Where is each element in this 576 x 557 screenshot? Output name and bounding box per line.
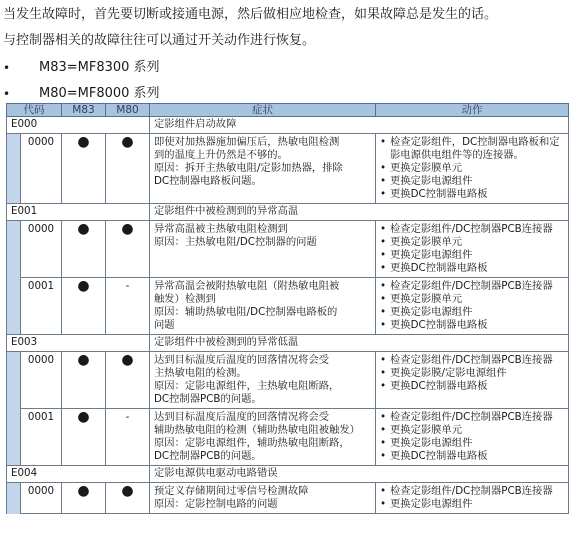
action-item: • 检查定影组件/DC控制器PCB连接器 xyxy=(380,280,564,293)
indent-cell xyxy=(7,483,21,514)
symptom-cell xyxy=(150,483,376,514)
action-item: • 更换定影电源组件 xyxy=(380,437,564,450)
m83-mark: ● xyxy=(62,134,106,204)
action-item: • 更换定影电源组件 xyxy=(380,306,564,319)
m80-mark: ● xyxy=(106,483,150,514)
symptom-line: 到的温度上升仍然是不够的。 xyxy=(154,149,288,161)
sub-code: 0000 xyxy=(21,134,62,204)
fault-group-row xyxy=(7,117,569,134)
table-body xyxy=(7,117,569,514)
action-item: • 更换DC控制器电路板 xyxy=(380,188,564,201)
header-m80: M80 xyxy=(106,104,150,117)
symptom-line: 达到目标温度后温度的回落情况将会受 xyxy=(154,354,330,366)
m80-mark: ● xyxy=(106,221,150,278)
action-item: • 更换DC控制器电路板 xyxy=(380,319,564,332)
symptom-line: 即使对加热器施加偏压后，热敏电阻检测 xyxy=(154,136,340,148)
m80-mark: - xyxy=(106,278,150,335)
bullet-icon: • xyxy=(3,87,11,101)
bullet-icon: • xyxy=(3,61,11,75)
fault-group-row xyxy=(7,204,569,221)
intro-line-1: 当发生故障时，首先要切断或接通电源，然后做相应地检查，如果故障总是发生的话。 xyxy=(3,7,498,22)
action-cell xyxy=(376,483,569,514)
table-row xyxy=(7,483,569,514)
symptom-line: 原因：主热敏电阻/DC控制器的问题 xyxy=(154,236,317,248)
action-item: • 更换DC控制器电路板 xyxy=(380,262,564,275)
symptom-line: 原因：定影控制电路的问题 xyxy=(154,498,278,510)
action-item: • 更换定影电源组件 xyxy=(380,249,564,262)
fault-code-table xyxy=(6,103,569,514)
indent-cell xyxy=(7,409,21,466)
group-code: E001 xyxy=(7,204,150,221)
fault-group-row xyxy=(7,466,569,483)
action-item: • 检查定影组件/DC控制器PCB连接器 xyxy=(380,223,564,236)
symptom-line: 原因：定影电源组件，辅助热敏电阻断路， xyxy=(154,437,350,449)
indent-cell xyxy=(7,134,21,204)
series-label: M83=MF8300 系列 xyxy=(39,60,160,75)
action-cell xyxy=(376,352,569,409)
action-list xyxy=(380,280,564,332)
series-label: M80=MF8000 系列 xyxy=(39,86,160,101)
group-code: E000 xyxy=(7,117,150,134)
symptom-line: 达到目标温度后温度的回落情况将会受 xyxy=(154,411,330,423)
action-list xyxy=(380,354,564,393)
action-list xyxy=(380,411,564,463)
action-item: • 更换定影膜/定影电源组件 xyxy=(380,367,564,380)
symptom-cell xyxy=(150,352,376,409)
m80-mark: ● xyxy=(106,134,150,204)
action-item: • 更换DC控制器电路板 xyxy=(380,450,564,463)
symptom-line: 辅助热敏电阻的检测（辅助热敏电阻被触发） xyxy=(154,424,360,436)
symptom-cell xyxy=(150,221,376,278)
action-list xyxy=(380,485,564,511)
sub-code: 0000 xyxy=(21,483,62,514)
m83-mark: ● xyxy=(62,409,106,466)
action-item: • 更换定影膜单元 xyxy=(380,236,564,249)
action-cell xyxy=(376,221,569,278)
action-item: • 更换定影电源组件 xyxy=(380,175,564,188)
header-symptom: 症状 xyxy=(150,104,376,117)
header-action: 动作 xyxy=(376,104,569,117)
symptom-line: 预定义存储期间过零信号检测故障 xyxy=(154,485,309,497)
fault-group-row xyxy=(7,335,569,352)
m83-mark: ● xyxy=(62,278,106,335)
symptom-line: 异常高温被主热敏电阻检测到 xyxy=(154,223,288,235)
sub-code: 0001 xyxy=(21,278,62,335)
action-item: • 检查定影组件/DC控制器PCB连接器 xyxy=(380,485,564,498)
symptom-cell xyxy=(150,134,376,204)
sub-code: 0000 xyxy=(21,352,62,409)
indent-cell xyxy=(7,352,21,409)
symptom-line: 主热敏电阻的检测。 xyxy=(154,367,247,379)
symptom-line: 问题 xyxy=(154,319,175,331)
m80-mark: - xyxy=(106,409,150,466)
symptom-line: 异常高温会被附热敏电阻（附热敏电阻被 xyxy=(154,280,340,292)
symptom-line: 原因：定影电源组件，主热敏电阻断路， xyxy=(154,380,340,392)
m83-mark: ● xyxy=(62,352,106,409)
group-code: E003 xyxy=(7,335,150,352)
action-item: • 更换定影膜单元 xyxy=(380,293,564,306)
series-list xyxy=(3,55,160,107)
symptom-cell xyxy=(150,278,376,335)
action-cell xyxy=(376,409,569,466)
table-row xyxy=(7,352,569,409)
m83-mark: ● xyxy=(62,483,106,514)
intro-line-2: 与控制器相关的故障往往可以通过开关动作进行恢复。 xyxy=(3,33,316,48)
intro-text xyxy=(3,2,573,54)
symptom-line: DC控制器电路板问题。 xyxy=(154,175,262,187)
table-row xyxy=(7,134,569,204)
group-title: 定影电源供电驱动电路错误 xyxy=(150,466,569,483)
m80-mark: ● xyxy=(106,352,150,409)
action-item: • 检查定影组件/DC控制器PCB连接器 xyxy=(380,411,564,424)
table-row xyxy=(7,278,569,335)
sub-code: 0000 xyxy=(21,221,62,278)
table-row xyxy=(7,409,569,466)
header-code: 代码 xyxy=(7,104,62,117)
symptom-line: 原因：辅助热敏电阻/DC控制器电路板的 xyxy=(154,306,338,318)
symptom-cell xyxy=(150,409,376,466)
action-list xyxy=(380,223,564,275)
symptom-line: DC控制器PCB的问题。 xyxy=(154,393,262,405)
action-cell xyxy=(376,278,569,335)
sub-code: 0001 xyxy=(21,409,62,466)
symptom-line: 原因：拆开主热敏电阻/定影加热器，排除 xyxy=(154,162,343,174)
symptom-line: DC控制器PCB的问题。 xyxy=(154,450,262,462)
indent-cell xyxy=(7,221,21,278)
action-list xyxy=(380,136,564,201)
m83-mark: ● xyxy=(62,221,106,278)
group-title: 定影组件中被检测到的异常低温 xyxy=(150,335,569,352)
indent-cell xyxy=(7,278,21,335)
action-item: • 更换定影电源组件 xyxy=(380,498,564,511)
group-title: 定影组件启动故障 xyxy=(150,117,569,134)
symptom-line: 触发）检测到 xyxy=(154,293,216,305)
action-item: • 检查定影组件/DC控制器PCB连接器 xyxy=(380,354,564,367)
action-item: • 检查定影组件，DC控制器电路板和定影电源供电组件等的连接器。 xyxy=(380,136,564,162)
header-m83: M83 xyxy=(62,104,106,117)
action-item: • 更换DC控制器电路板 xyxy=(380,380,564,393)
action-item: • 更换定影膜单元 xyxy=(380,424,564,437)
series-item xyxy=(3,55,160,81)
group-code: E004 xyxy=(7,466,150,483)
action-item: • 更换定影膜单元 xyxy=(380,162,564,175)
group-title: 定影组件中被检测到的异常高温 xyxy=(150,204,569,221)
action-cell xyxy=(376,134,569,204)
table-header-row xyxy=(7,104,569,117)
table-row xyxy=(7,221,569,278)
